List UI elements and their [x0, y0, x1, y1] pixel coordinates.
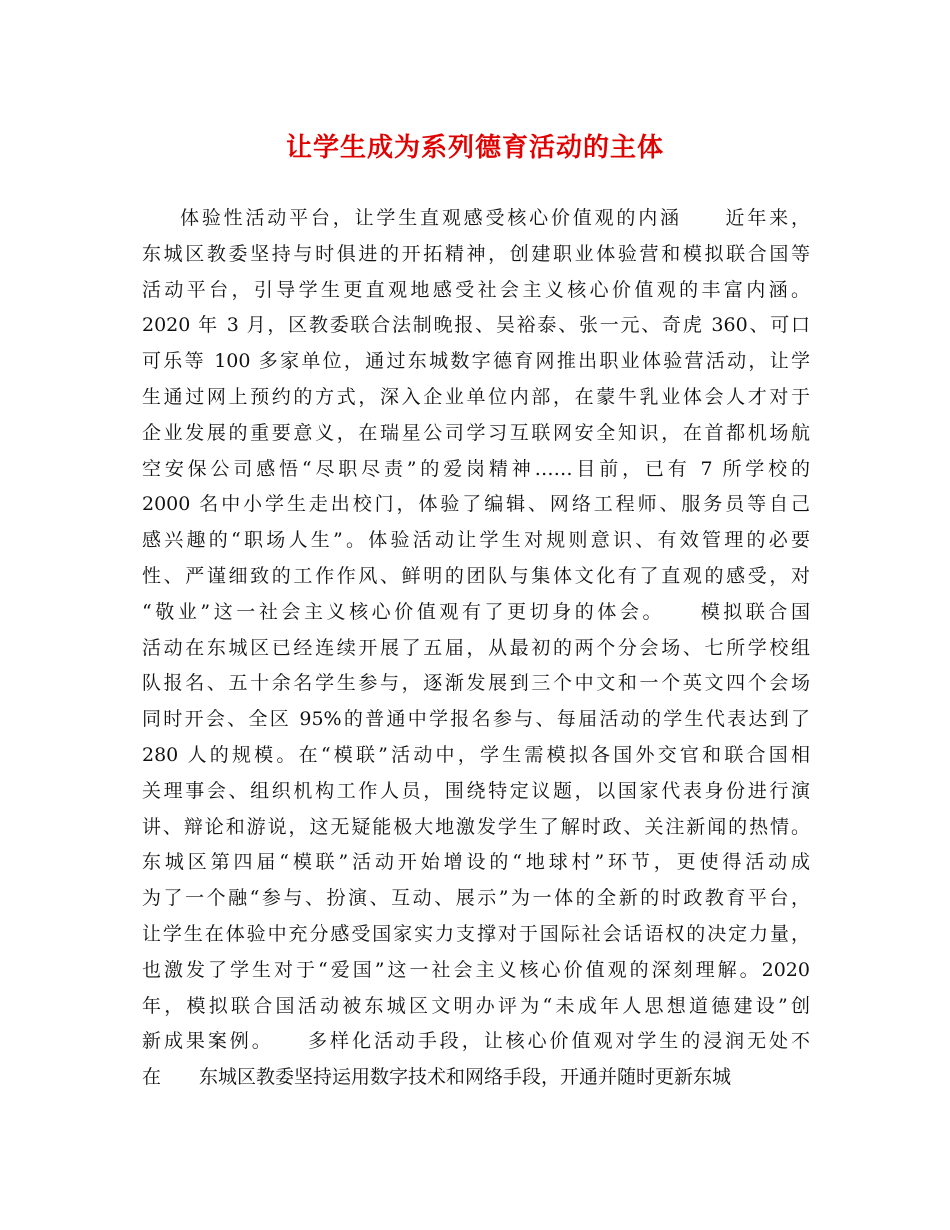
- body-line: 活动平台，引导学生更直观地感受社会主义核心价值观的丰富内涵。: [142, 278, 810, 301]
- body-line: 生通过网上预约的方式，深入企业单位内部，在蒙牛乳业体会人才对于: [142, 385, 810, 408]
- body-line: 2020 年 3 月，区教委联合法制晚报、吴裕泰、张一元、奇虎 360、可口: [142, 314, 810, 337]
- body-line: 东城区第四届“模联”活动开始增设的“地球村”环节，更使得活动成: [142, 851, 810, 874]
- body-line: 讲、辩论和游说，这无疑能极大地激发学生了解时政、关注新闻的热情。: [142, 815, 810, 838]
- body-line: 新成果案例。 多样化活动手段，让核心价值观对学生的浸润无处不: [142, 1030, 810, 1053]
- body-line: 也激发了学生对于“爱国”这一社会主义核心价值观的深刻理解。2020: [142, 958, 810, 981]
- body-line: 东城区教委坚持与时俱进的开拓精神，创建职业体验营和模拟联合国等: [142, 242, 810, 265]
- document-title: 让学生成为系列德育活动的主体: [285, 133, 664, 163]
- body-line: 280 人的规模。在“模联”活动中，学生需模拟各国外交官和联合国相: [142, 743, 810, 766]
- document-body: [142, 201, 810, 1096]
- body-line: 空安保公司感悟“尽职尽责”的爱岗精神……目前，已有 7 所学校的: [142, 457, 810, 480]
- body-line: “敬业”这一社会主义核心价值观有了更切身的体会。 模拟联合国: [142, 600, 810, 623]
- body-line: 2000 名中小学生走出校门，体验了编辑、网络工程师、服务员等自己: [142, 493, 810, 516]
- body-line: 体验性活动平台，让学生直观感受核心价值观的内涵 近年来，: [180, 207, 810, 229]
- body-line: 在 东城区教委坚持运用数字技术和网络手段，开通并随时更新东城: [142, 1066, 732, 1089]
- body-line: 关理事会、组织机构工作人员，围绕特定议题，以国家代表身份进行演: [142, 779, 810, 802]
- body-line: 队报名、五十余名学生参与，逐渐发展到三个中文和一个英文四个会场: [142, 672, 810, 695]
- body-line: 感兴趣的“职场人生”。体验活动让学生对规则意识、有效管理的必要: [142, 529, 810, 552]
- body-line: 让学生在体验中充分感受国家实力支撑对于国际社会话语权的决定力量，: [142, 922, 810, 945]
- body-line: 活动在东城区已经连续开展了五届，从最初的两个分会场、七所学校组: [142, 636, 810, 659]
- body-line: 企业发展的重要意义，在瑞星公司学习互联网安全知识，在首都机场航: [142, 421, 810, 444]
- body-line: 同时开会、全区 95%的普通中学报名参与、每届活动的学生代表达到了: [142, 708, 810, 731]
- body-line: 年，模拟联合国活动被东城区文明办评为“未成年人思想道德建设”创: [142, 994, 810, 1017]
- body-line: 为了一个融“参与、扮演、互动、展示”为一体的全新的时政教育平台，: [142, 887, 810, 910]
- body-line: 性、严谨细致的工作作风、鲜明的团队与集体文化有了直观的感受，对: [142, 564, 810, 587]
- body-line: 可乐等 100 多家单位，通过东城数字德育网推出职业体验营活动，让学: [142, 350, 810, 373]
